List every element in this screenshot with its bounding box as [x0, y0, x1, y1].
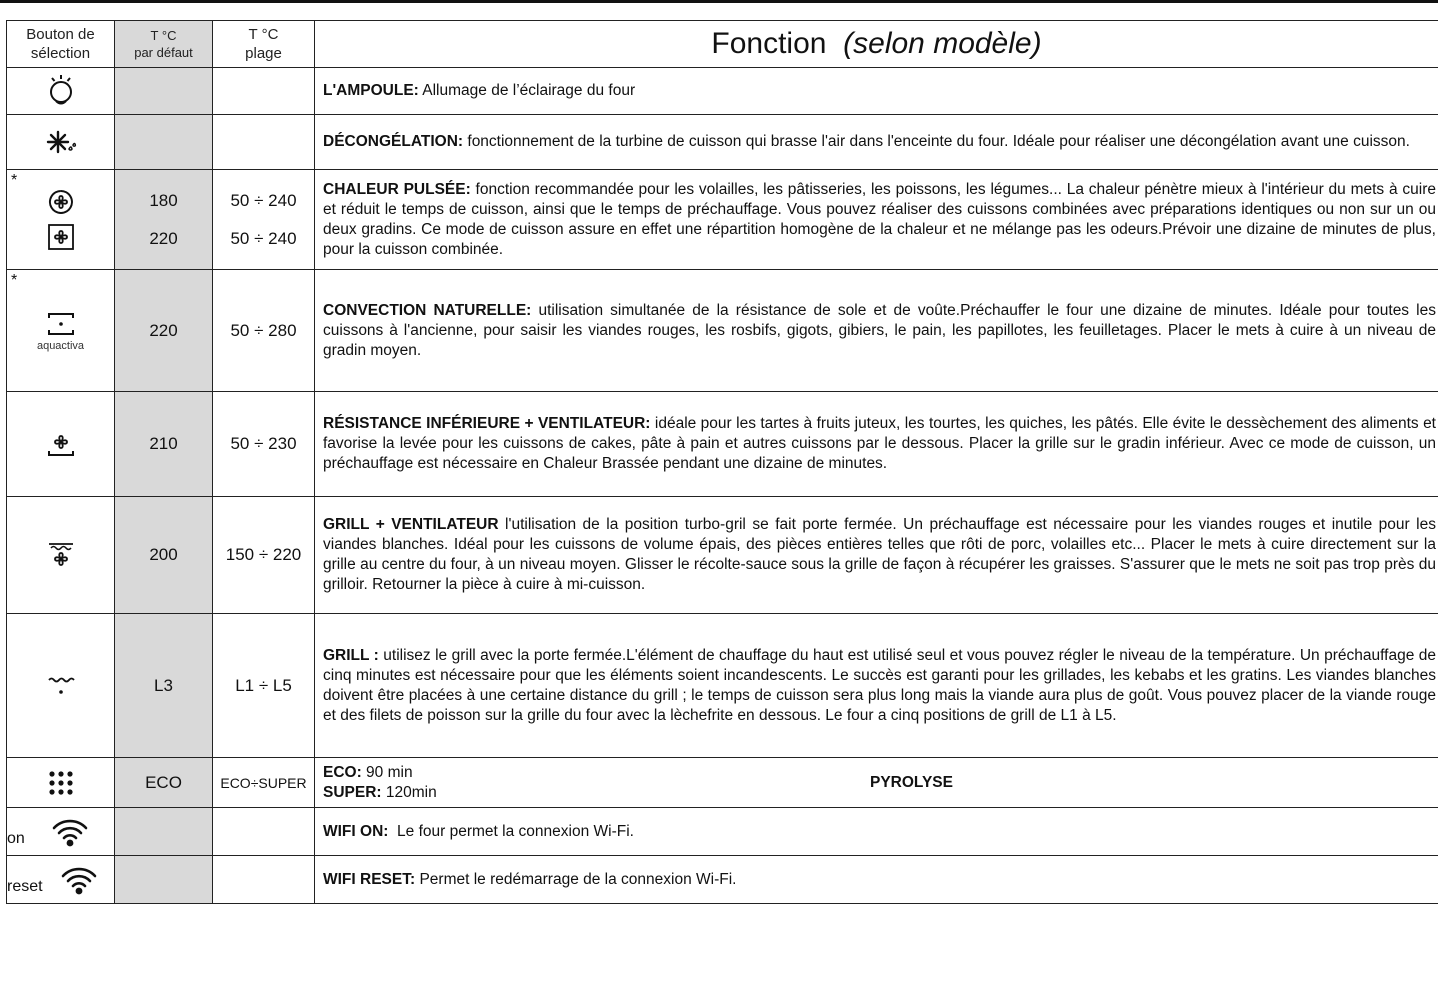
pyrolysis-default: ECO	[115, 758, 213, 808]
lamp-description: L'AMPOULE: Allumage de l’éclairage du four	[315, 68, 1438, 115]
bottom-fan-description: RÉSISTANCE INFÉRIEURE + VENTILATEUR: idéale pour les tartes à fruits juteux, les tourtes, les quiches, les pâtés. Elle évite le dessèchement des aliments et favorise la levée pour les cuissons de cakes, pâte à pain et autres cuissons par le dessous. Placer la grille sur le gradin inférieur. Avec ce mode de cuisson, un préchauffage est nécessaire en Chaleur Brassée pendant une dizaine de minutes.	[315, 392, 1438, 497]
row-conventional	[7, 270, 1438, 392]
header-row	[7, 21, 1438, 68]
header-selection-button: Bouton de sélection	[7, 21, 115, 68]
wifi-on-default	[115, 808, 213, 856]
fan-range: 50 ÷ 240 50 ÷ 240	[213, 170, 315, 270]
wifi-icon	[50, 816, 90, 848]
fan-star: *	[11, 172, 18, 189]
fan-ring-icon	[7, 219, 114, 255]
defrost-default	[115, 115, 213, 170]
fan-icon	[7, 185, 114, 219]
row-defrost	[7, 115, 1438, 170]
grill-range: L1 ÷ L5	[213, 614, 315, 758]
wifi-on-description: WIFI ON: Le four permet la connexion Wi-Fi.	[315, 808, 1438, 856]
lamp-range	[213, 68, 315, 115]
wifi-on-icon-cell	[7, 808, 115, 856]
pyrolysis-range: ECO÷SUPER	[213, 758, 315, 808]
pyrolysis-icon	[7, 758, 115, 808]
lamp-default	[115, 68, 213, 115]
conventional-range: 50 ÷ 280	[213, 270, 315, 392]
conventional-heat-icon	[46, 310, 76, 338]
header-default-temp: T °C par défaut	[115, 21, 213, 68]
wifi-reset-description: WIFI RESET: Permet le redémarrage de la connexion Wi-Fi.	[315, 856, 1438, 904]
bottom-heat-fan-icon	[7, 392, 115, 497]
fan-icons-cell	[7, 170, 115, 270]
wifi-on-prefix: on	[7, 829, 25, 847]
header-temp-range: T °C plage	[213, 21, 315, 68]
wifi-reset-prefix: reset	[7, 877, 43, 895]
bottom-fan-range: 50 ÷ 230	[213, 392, 315, 497]
defrost-icon	[7, 115, 115, 170]
grill-icon	[7, 614, 115, 758]
fan-description: CHALEUR PULSÉE: fonction recommandée pour les volailles, les pâtisseries, les poissons, les légumes... La chaleur pénètre mieux à l'intérieur du mets à cuire et réduit le temps de cuisson, ainsi que le temps de préchauffage. Vous pouvez réaliser des cuissons combinées avec préparations identiques ou non sur un ou deux gradins. Ce mode de cuisson assure en effet une répartition homogène de la chaleur et ne mélange pas les odeurs.Prévoir une dizaine de minutes de plus, pour la cuisson combinée.	[315, 170, 1438, 270]
row-wifi-reset	[7, 856, 1438, 904]
grill-fan-description: GRILL + VENTILATEUR l'utilisation de la position turbo-gril se fait porte fermée. Un préchauffage est nécessaire pour les viandes rouges et inutile pour les viandes blanches. Idéal pour les cuissons de volume épais, des pièces entières telles que rôti de porc, volailles etc... Placer le mets à cuire directement sur la grille au centre du four, à un niveau moyen. Glisser le récolte-sauce sous la grille de façon à récupérer les graisses. S'assurer que le mets ne soit pas trop près du grilloir. Retourner la pièce à cuire à mi-cuisson.	[315, 497, 1438, 614]
grill-description: GRILL : utilisez le grill avec la porte fermée.L'élément de chauffage du haut est utilisé seul et vous pouvez régler le niveau de la température. Un préchauffage de cinq minutes est nécessaire pour que les éléments soient incandescents. Le succès est garanti pour les grillades, les kebabs et les gratins. Les viandes blanches doivent être placées à une certaine distance du grill ; le temps de cuisson sera plus long mais la viande aura plus de goût. Vous pouvez placer de la viande rouge et des filets de poisson sur la grille du four avec la lèchefrite en dessous. Le four a cinq positions de grill de L1 à L5.	[315, 614, 1438, 758]
lamp-icon	[7, 68, 115, 115]
row-grill	[7, 614, 1438, 758]
conventional-description: CONVECTION NATURELLE: utilisation simultanée de la résistance de sole et de voûte.Préchauffer le four une dizaine de minutes. Idéale pour toutes les cuissons à l'ancienne, pour saisir les viandes rouges, les rosbifs, gigots, gibiers, le pain, les papillotes, les feuilletages. Placer le mets à cuire à un niveau de gradin moyen.	[315, 270, 1438, 392]
conventional-icon-cell	[7, 270, 115, 392]
wifi-reset-icon-cell	[7, 856, 115, 904]
defrost-description: DÉCONGÉLATION: fonctionnement de la turbine de cuisson qui brasse l'air dans l'enceinte du four. Idéale pour réaliser une décongélation avant une cuisson.	[315, 115, 1438, 170]
grill-default: L3	[115, 614, 213, 758]
grill-fan-icon	[7, 497, 115, 614]
pyrolysis-description: ECO: 90 min SUPER: 120min PYROLYSE	[315, 758, 1438, 808]
functions-table	[6, 20, 1438, 904]
conventional-star: *	[11, 272, 18, 289]
pyrolysis-title: PYROLYSE	[870, 773, 953, 791]
wifi-on-range	[213, 808, 315, 856]
wifi-reset-default	[115, 856, 213, 904]
header-function: Fonction (selon modèle)	[315, 21, 1438, 68]
row-fan	[7, 170, 1438, 270]
defrost-range	[213, 115, 315, 170]
grill-fan-default: 200	[115, 497, 213, 614]
wifi-reset-range	[213, 856, 315, 904]
top-rule	[0, 0, 1438, 3]
conventional-default: 220	[115, 270, 213, 392]
grill-fan-range: 150 ÷ 220	[213, 497, 315, 614]
aquactiva-caption: aquactiva	[36, 339, 85, 352]
row-grill-fan	[7, 497, 1438, 614]
bottom-fan-default: 210	[115, 392, 213, 497]
row-wifi-on	[7, 808, 1438, 856]
row-bottom-fan	[7, 392, 1438, 497]
row-lamp	[7, 68, 1438, 115]
wifi-icon	[59, 864, 99, 896]
fan-default: 180 220	[115, 170, 213, 270]
row-pyrolysis	[7, 758, 1438, 808]
